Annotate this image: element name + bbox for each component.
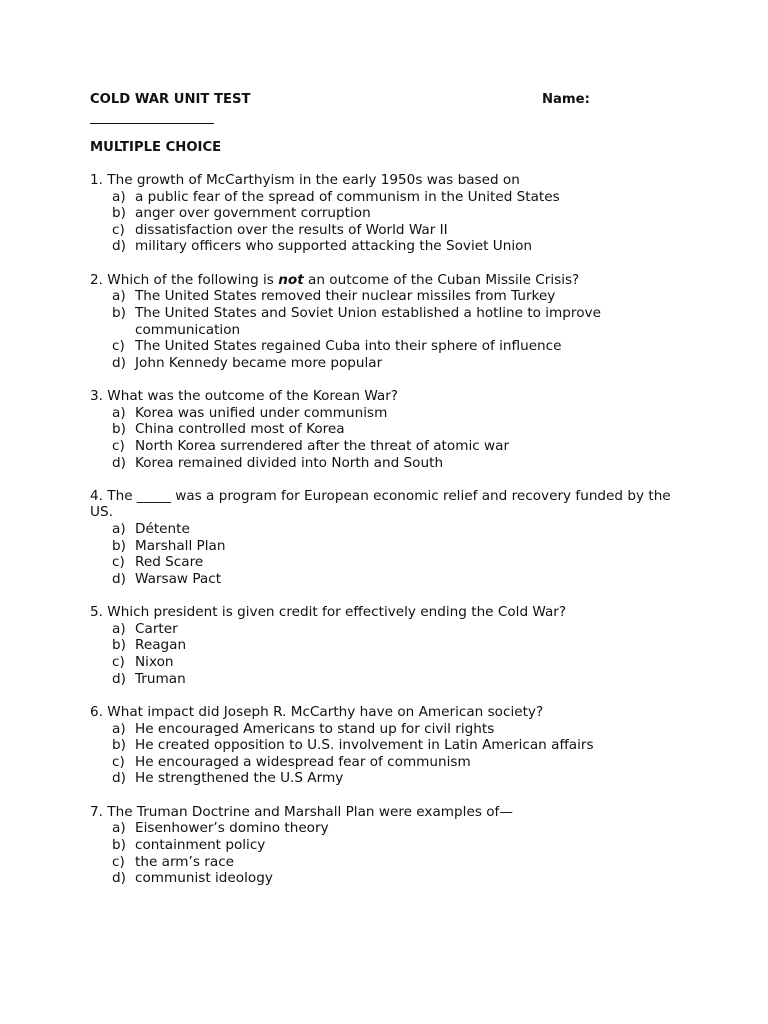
answer-option[interactable]: b) containment policy [112, 836, 266, 853]
answer-option[interactable]: c) dissatisfaction over the results of World War II [112, 221, 448, 238]
answer-option[interactable]: c) North Korea surrendered after the threat of atomic war [112, 437, 510, 454]
test-page [90, 92, 690, 904]
question-stem: 6. What impact did Joseph R. McCarthy have on American society? [90, 704, 544, 721]
answer-option[interactable]: d) Warsaw Pact [112, 570, 222, 587]
answer-options [90, 405, 690, 471]
question-7 [90, 804, 690, 887]
answer-options [90, 621, 690, 687]
test-title: COLD WAR UNIT TEST [90, 92, 251, 107]
answer-option[interactable]: d) Truman [112, 670, 186, 687]
answer-option[interactable]: c) Nixon [112, 654, 174, 671]
answer-option[interactable]: a) Carter [112, 620, 178, 637]
answer-option[interactable]: a) Korea was unified under communism [112, 404, 388, 421]
answer-option[interactable]: b) China controlled most of Korea [112, 421, 345, 438]
question-list [90, 172, 690, 887]
answer-option[interactable]: a) Eisenhower’s domino theory [112, 820, 329, 837]
section-title: MULTIPLE CHOICE [90, 140, 222, 155]
answer-option[interactable]: b) The United States and Soviet Union established a hotline to improve communication [112, 304, 601, 338]
question-4 [90, 488, 690, 588]
question-1 [90, 172, 690, 255]
question-3 [90, 388, 690, 471]
question-2 [90, 272, 690, 372]
answer-options [90, 721, 690, 787]
name-label: Name: [542, 92, 590, 107]
answer-option[interactable]: d) He strengthened the U.S Army [112, 770, 344, 787]
answer-option[interactable]: c) The United States regained Cuba into their sphere of influence [112, 338, 562, 355]
emphasis-not: not [278, 271, 304, 288]
answer-option[interactable]: a) a public fear of the spread of communism in the United States [112, 188, 560, 205]
question-5 [90, 604, 690, 687]
answer-options [90, 521, 690, 587]
answer-option[interactable]: b) Marshall Plan [112, 537, 226, 554]
answer-option[interactable]: b) He created opposition to U.S. involvement in Latin American affairs [112, 737, 594, 754]
answer-option[interactable]: d) military officers who supported attacking the Soviet Union [112, 238, 533, 255]
test-header [90, 92, 690, 109]
answer-option[interactable]: d) John Kennedy became more popular [112, 354, 383, 371]
answer-option[interactable]: a) He encouraged Americans to stand up for civil rights [112, 720, 495, 737]
answer-option[interactable]: d) communist ideology [112, 870, 273, 887]
answer-option[interactable]: c) the arm’s race [112, 853, 235, 870]
answer-option[interactable]: c) He encouraged a widespread fear of communism [112, 753, 471, 770]
question-stem: 1. The growth of McCarthyism in the early 1950s was based on [90, 172, 520, 188]
answer-options [90, 820, 690, 886]
question-stem: 2. Which of the following is not an outcome of the Cuban Missile Crisis? [90, 271, 580, 288]
answer-options [90, 189, 690, 255]
question-stem: 3. What was the outcome of the Korean War? [90, 388, 399, 405]
answer-option[interactable]: c) Red Scare [112, 554, 204, 571]
question-6 [90, 704, 690, 787]
question-stem: 4. The _____ was a program for European economic relief and recovery funded by the US. [90, 487, 671, 521]
question-stem: 5. Which president is given credit for effectively ending the Cold War? [90, 604, 567, 621]
answer-option[interactable]: a) The United States removed their nuclear missiles from Turkey [112, 288, 556, 305]
answer-option[interactable]: d) Korea remained divided into North and South [112, 454, 444, 471]
answer-option[interactable]: b) Reagan [112, 637, 187, 654]
answer-option[interactable]: b) anger over government corruption [112, 205, 371, 222]
answer-option[interactable]: a) Détente [112, 521, 190, 538]
name-blank-line [90, 123, 214, 124]
answer-options [90, 288, 690, 371]
question-stem: 7. The Truman Doctrine and Marshall Plan were examples of— [90, 803, 513, 820]
